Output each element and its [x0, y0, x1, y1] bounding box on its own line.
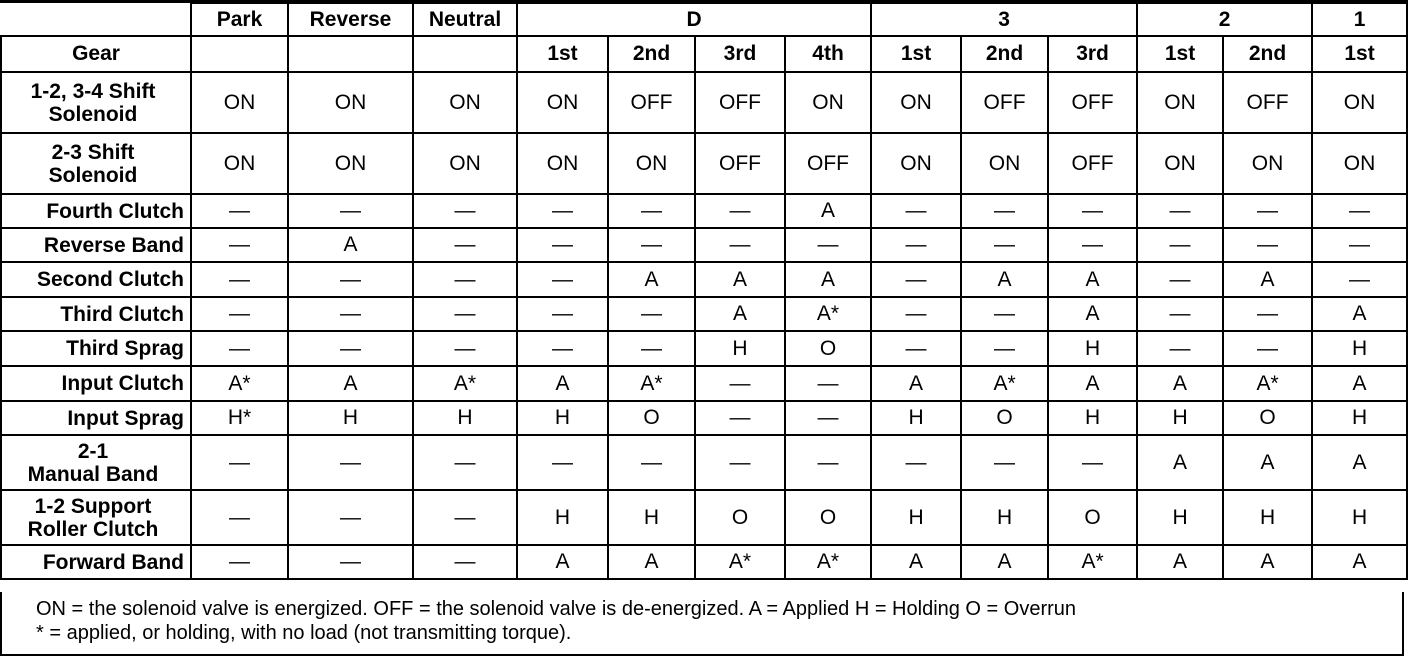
table-cell: H*	[191, 401, 288, 435]
table-cell: —	[608, 228, 695, 262]
table-cell: —	[785, 435, 871, 490]
table-cell: A	[1137, 366, 1223, 401]
table-cell: O	[1223, 401, 1312, 435]
table-cell: A	[785, 194, 871, 228]
row-label	[1, 366, 191, 401]
table-cell: —	[1223, 297, 1312, 331]
table-cell: —	[413, 194, 517, 228]
table-cell: H	[1223, 490, 1312, 545]
table-cell: A	[695, 297, 785, 331]
table-cell: H	[695, 331, 785, 366]
corner-cell	[1, 3, 191, 36]
table-cell: H	[871, 490, 961, 545]
table-cell: OFF	[608, 72, 695, 133]
table-row	[1, 133, 1407, 194]
table-cell: ON	[517, 72, 608, 133]
table-cell: A	[871, 545, 961, 579]
table-row	[1, 366, 1407, 401]
table-cell: —	[1137, 297, 1223, 331]
gear-label: Gear	[1, 36, 191, 72]
table-cell: —	[1137, 331, 1223, 366]
legend-line-2: * = applied, or holding, with no load (not transmitting torque).	[36, 622, 572, 644]
gear-header: 4th	[785, 36, 871, 72]
row-label-line: Solenoid	[48, 163, 138, 187]
row-label	[1, 262, 191, 297]
row-label-line: Roller Clutch	[27, 517, 159, 541]
table-row	[1, 331, 1407, 366]
table-cell: O	[608, 401, 695, 435]
table-cell: ON	[1223, 133, 1312, 194]
table-cell: —	[517, 331, 608, 366]
table-cell: A	[961, 545, 1048, 579]
table-cell: H	[1137, 490, 1223, 545]
table-cell: —	[517, 228, 608, 262]
table-cell: ON	[785, 72, 871, 133]
table-cell: O	[1048, 490, 1137, 545]
table-cell: H	[517, 401, 608, 435]
table-cell: —	[191, 331, 288, 366]
table-cell: A*	[413, 366, 517, 401]
row-label-line: 2-3 Shift	[51, 140, 135, 164]
table-cell: H	[961, 490, 1048, 545]
table-cell: A	[1137, 545, 1223, 579]
row-label-line: Forward Band	[42, 550, 184, 574]
gear-header: 1st	[517, 36, 608, 72]
table-cell: A	[1223, 545, 1312, 579]
table-cell: —	[191, 545, 288, 579]
range-header: 3	[871, 3, 1137, 36]
table-cell: A	[1137, 435, 1223, 490]
table-cell: ON	[288, 133, 413, 194]
table-cell: —	[695, 194, 785, 228]
table-cell: A	[871, 366, 961, 401]
table-cell: —	[1048, 228, 1137, 262]
gear-header: 3rd	[1048, 36, 1137, 72]
row-label	[1, 72, 191, 133]
table-cell: —	[517, 297, 608, 331]
table-cell: —	[413, 262, 517, 297]
table-cell: —	[961, 331, 1048, 366]
range-header: Reverse	[288, 3, 413, 36]
table-cell: —	[1137, 228, 1223, 262]
table-cell: —	[288, 490, 413, 545]
table-cell: —	[695, 401, 785, 435]
table-cell: ON	[517, 133, 608, 194]
table-cell: —	[1312, 262, 1407, 297]
table-cell: —	[517, 262, 608, 297]
gear-header: 1st	[1137, 36, 1223, 72]
table-cell: —	[871, 297, 961, 331]
range-header: D	[517, 3, 871, 36]
table-cell: —	[785, 228, 871, 262]
table-cell: H	[871, 401, 961, 435]
table-cell: —	[785, 366, 871, 401]
row-label-line: Input Clutch	[61, 372, 184, 395]
table-cell: —	[871, 331, 961, 366]
table-cell: H	[1048, 331, 1137, 366]
table-cell: A*	[608, 366, 695, 401]
table-cell: —	[288, 262, 413, 297]
table-cell: —	[288, 545, 413, 579]
table-cell: —	[1048, 194, 1137, 228]
table-cell: —	[961, 435, 1048, 490]
table-cell: —	[695, 366, 785, 401]
row-label	[1, 401, 191, 435]
row-label	[1, 490, 191, 545]
group-header-row	[1, 3, 1407, 36]
table-cell: A*	[1048, 545, 1137, 579]
table-cell: —	[1137, 262, 1223, 297]
row-label	[1, 297, 191, 331]
table-cell: H	[413, 401, 517, 435]
table-cell: H	[1048, 401, 1137, 435]
table-cell: —	[1048, 435, 1137, 490]
table-cell: —	[1137, 194, 1223, 228]
gear-header: 1st	[871, 36, 961, 72]
table-cell: —	[1223, 228, 1312, 262]
table-cell: A	[785, 262, 871, 297]
table-cell: —	[413, 545, 517, 579]
table-cell: A	[695, 262, 785, 297]
table-cell: —	[191, 262, 288, 297]
table-cell: H	[1312, 490, 1407, 545]
row-label	[1, 435, 191, 490]
table-cell: O	[961, 401, 1048, 435]
table-cell: —	[608, 331, 695, 366]
table-cell: ON	[288, 72, 413, 133]
table-cell: A	[1312, 366, 1407, 401]
table-cell: —	[288, 194, 413, 228]
table-cell: —	[1312, 228, 1407, 262]
row-label-line: Fourth Clutch	[46, 199, 184, 223]
table-cell: —	[1312, 194, 1407, 228]
table-cell: A*	[961, 366, 1048, 401]
table-cell: —	[961, 297, 1048, 331]
table-cell: ON	[1137, 133, 1223, 194]
table-cell: OFF	[1223, 72, 1312, 133]
table-cell: —	[413, 490, 517, 545]
shift-solenoid-table	[0, 2, 1408, 580]
table-cell: OFF	[961, 72, 1048, 133]
row-label	[1, 228, 191, 262]
table-cell: —	[517, 194, 608, 228]
table-cell: OFF	[1048, 72, 1137, 133]
table-cell: H	[1312, 331, 1407, 366]
table-cell: A	[1312, 545, 1407, 579]
legend-line-1: ON = the solenoid valve is energized. OFF = the solenoid valve is de-energized. A = Applied H = Holding O = Overrun	[36, 598, 1077, 620]
table-cell: A	[288, 366, 413, 401]
row-label	[1, 194, 191, 228]
table-cell: —	[1223, 331, 1312, 366]
table-cell: —	[608, 194, 695, 228]
table-cell: —	[191, 435, 288, 490]
table-cell: A	[1048, 297, 1137, 331]
table-cell: —	[695, 228, 785, 262]
table-cell: ON	[1137, 72, 1223, 133]
row-label-line: Second Clutch	[36, 268, 184, 291]
table-cell: A	[608, 262, 695, 297]
table-cell: —	[785, 401, 871, 435]
table-cell: —	[288, 297, 413, 331]
table-cell: —	[871, 262, 961, 297]
table-cell: A	[288, 228, 413, 262]
table-cell: O	[695, 490, 785, 545]
gear-header: 1st	[1312, 36, 1407, 72]
gear-header: 2nd	[608, 36, 695, 72]
gear-header: 3rd	[695, 36, 785, 72]
table-cell: A	[517, 366, 608, 401]
table-cell: —	[413, 228, 517, 262]
table-cell: A	[1312, 435, 1407, 490]
table-cell: ON	[1312, 72, 1407, 133]
row-label-line: Reverse Band	[43, 233, 184, 257]
row-label	[1, 331, 191, 366]
table-cell: —	[871, 228, 961, 262]
table-cell: ON	[413, 72, 517, 133]
row-label-line: Third Clutch	[60, 302, 184, 326]
table-cell: —	[413, 435, 517, 490]
table-row	[1, 228, 1407, 262]
table-row	[1, 490, 1407, 545]
table-cell: —	[1223, 194, 1312, 228]
table-cell: —	[871, 194, 961, 228]
row-label-line: Solenoid	[48, 102, 138, 126]
table-cell: O	[785, 331, 871, 366]
table-cell: —	[191, 194, 288, 228]
table-cell: A	[1223, 435, 1312, 490]
table-row	[1, 545, 1407, 579]
table-cell: —	[608, 435, 695, 490]
table-cell: A*	[785, 545, 871, 579]
row-label-line: 1-2 Support	[34, 494, 152, 518]
row-label	[1, 545, 191, 579]
table-cell: ON	[608, 133, 695, 194]
row-label-line: 2-1	[77, 439, 109, 463]
table-cell: OFF	[1048, 133, 1137, 194]
table-cell: ON	[871, 72, 961, 133]
table-cell: —	[413, 331, 517, 366]
table-cell: H	[1312, 401, 1407, 435]
gear-header: 2nd	[1223, 36, 1312, 72]
table-cell: A*	[785, 297, 871, 331]
table-cell: —	[608, 297, 695, 331]
table-cell: —	[191, 297, 288, 331]
table-cell: —	[288, 435, 413, 490]
table-cell: O	[785, 490, 871, 545]
gear-header	[191, 36, 288, 72]
table-cell: OFF	[695, 72, 785, 133]
range-header: Park	[191, 3, 288, 36]
table-row	[1, 72, 1407, 133]
table-cell: ON	[413, 133, 517, 194]
table-cell: OFF	[785, 133, 871, 194]
table-cell: OFF	[695, 133, 785, 194]
table-cell: —	[517, 435, 608, 490]
table-cell: H	[1137, 401, 1223, 435]
table-cell: A	[961, 262, 1048, 297]
table-cell: A*	[191, 366, 288, 401]
table-cell: —	[871, 435, 961, 490]
table-cell: ON	[871, 133, 961, 194]
row-label-line: Manual Band	[27, 462, 159, 486]
table-cell: A*	[695, 545, 785, 579]
table-cell: A	[1048, 366, 1137, 401]
table-cell: H	[517, 490, 608, 545]
gear-header: 2nd	[961, 36, 1048, 72]
range-header: Neutral	[413, 3, 517, 36]
table-cell: —	[191, 228, 288, 262]
table-cell: ON	[1312, 133, 1407, 194]
table-row	[1, 297, 1407, 331]
table-cell: A	[1048, 262, 1137, 297]
row-label-line: 1-2, 3-4 Shift	[30, 79, 156, 103]
table-cell: A	[517, 545, 608, 579]
table-cell: —	[961, 228, 1048, 262]
table-cell: —	[413, 297, 517, 331]
table-cell: H	[608, 490, 695, 545]
table-cell: H	[288, 401, 413, 435]
table-cell: —	[191, 490, 288, 545]
table-row	[1, 435, 1407, 490]
table-cell: ON	[191, 72, 288, 133]
table-cell: ON	[961, 133, 1048, 194]
row-label-line: Input Sprag	[67, 406, 184, 430]
gear-header	[288, 36, 413, 72]
table-cell: —	[961, 194, 1048, 228]
table-cell: A	[1312, 297, 1407, 331]
table-row	[1, 262, 1407, 297]
table-cell: —	[695, 435, 785, 490]
table-cell: —	[288, 331, 413, 366]
table-cell: A*	[1223, 366, 1312, 401]
table-cell: A	[1223, 262, 1312, 297]
gear-header-row	[1, 36, 1407, 72]
row-label-line: Third Sprag	[66, 337, 184, 360]
range-header: 1	[1312, 3, 1407, 36]
table-row	[1, 194, 1407, 228]
table-row	[1, 401, 1407, 435]
range-header: 2	[1137, 3, 1312, 36]
table-cell: ON	[191, 133, 288, 194]
table-cell: A	[608, 545, 695, 579]
gear-header	[413, 36, 517, 72]
legend-box	[0, 592, 1404, 656]
row-label	[1, 133, 191, 194]
